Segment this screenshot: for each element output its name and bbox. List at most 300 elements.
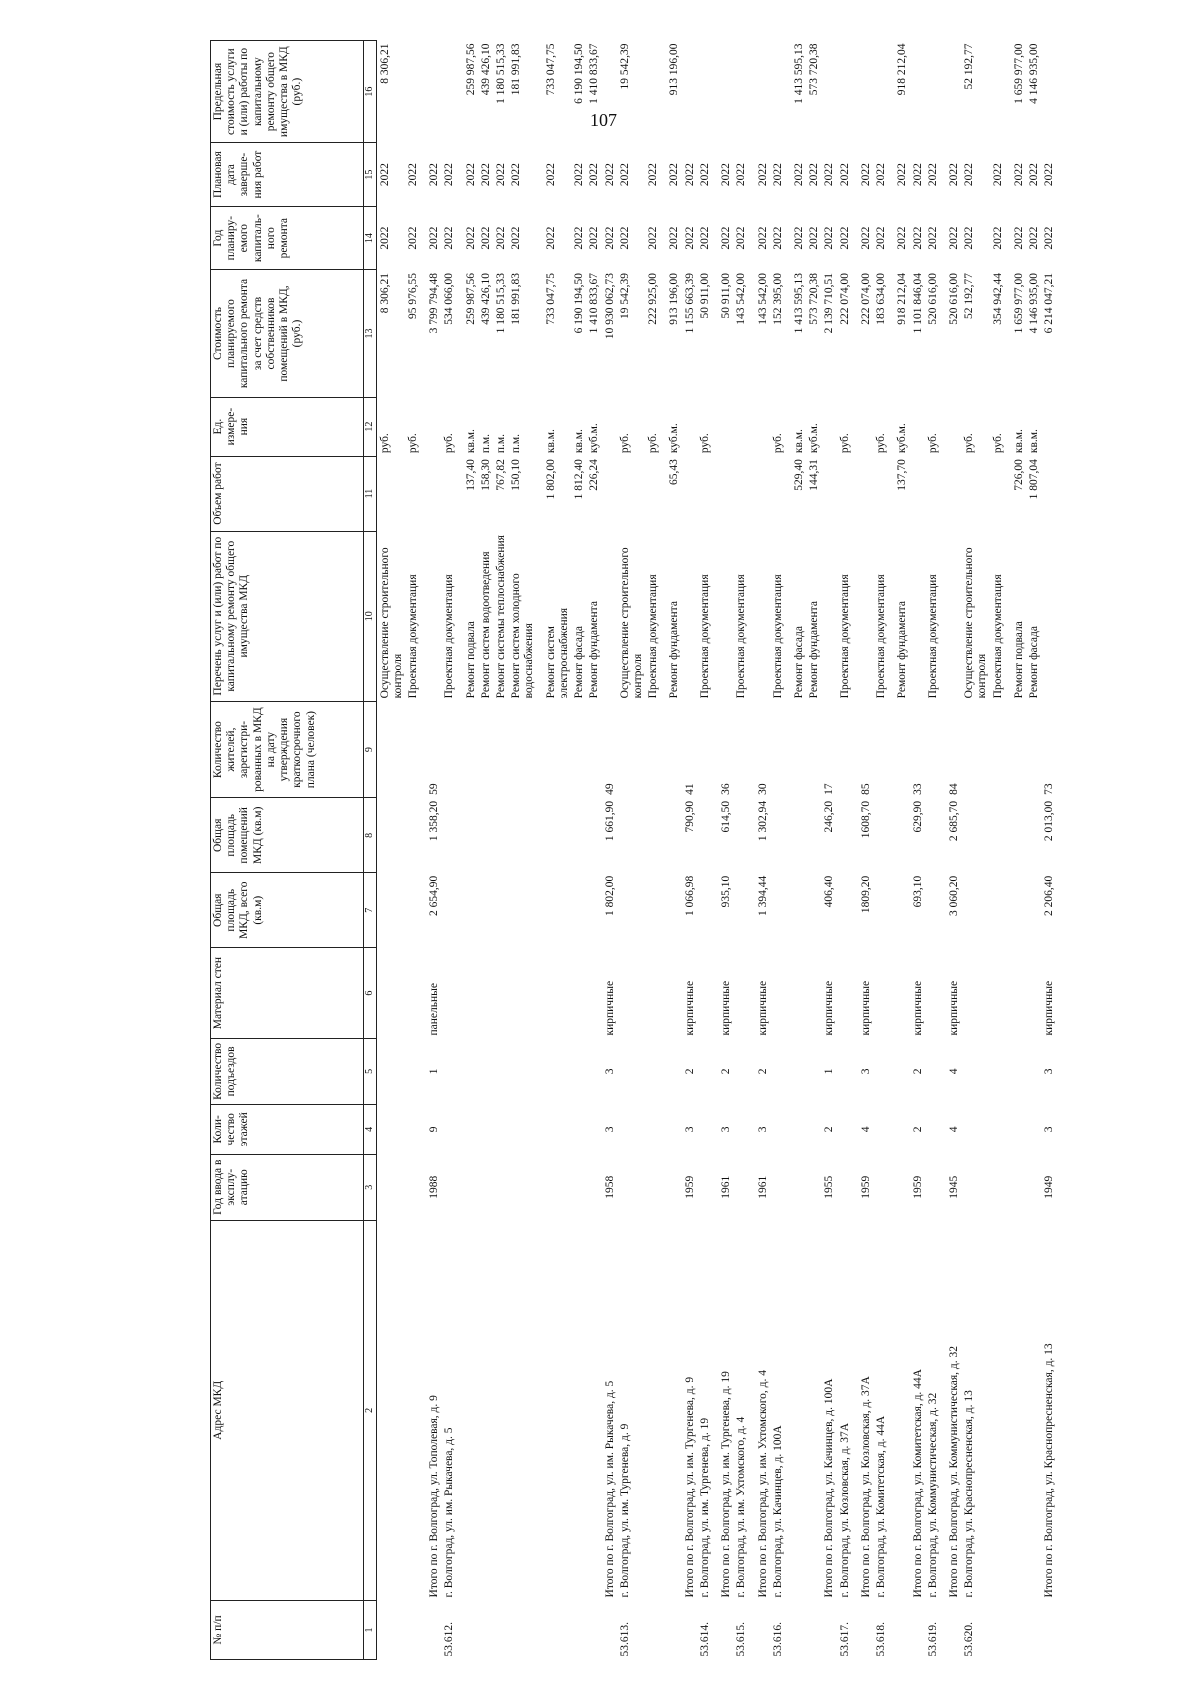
cell-col-4: 2 [823,1126,836,1133]
cell-col-14: 2022 [926,226,939,250]
cell-col-16 [911,41,926,143]
cell-col-1 [646,1600,661,1659]
cell-col-5 [572,1039,587,1105]
cell-col-5 [926,1039,941,1105]
cell-col-14: 2022 [1012,226,1025,250]
cell-col-15: 2022 [464,163,477,187]
cell-col-1 [719,1600,734,1659]
cell-col-14: 2022 [991,226,1004,250]
cell-col-10 [1042,531,1057,701]
table-row [479,41,494,1660]
cell-col-16: 6 190 194,50 [573,43,586,104]
cell-col-13: 6 190 194,50 [573,272,586,334]
cell-col-14: 2022 [859,226,872,250]
cell-col-3: 1949 [1043,1175,1056,1199]
cell-col-8: 790,90 [683,800,696,833]
cell-col-8: 246,20 [823,800,836,833]
column-number: 16 [364,41,377,143]
cell-col-15: 2022 [808,163,821,187]
cell-col-10: Проектная документация [735,574,748,699]
cell-col-1: 53.618. [875,1622,888,1657]
cell-col-6 [618,948,646,1039]
cell-col-12: руб. [771,433,784,454]
cell-col-2 [494,1220,509,1600]
cell-col-10 [719,531,734,701]
cell-col-6: кирпичные [823,980,836,1036]
cell-col-6 [406,948,421,1039]
cell-col-11: 726,00 [1012,459,1025,491]
column-number: 8 [364,798,377,873]
cell-col-3: 1959 [859,1175,872,1199]
cell-col-14: 2022 [443,226,456,250]
cell-col-12: кв.м. [464,429,477,454]
cell-col-12 [683,397,698,456]
cell-col-7 [895,873,910,948]
cell-col-1: 53.617. [838,1622,851,1657]
column-header: Общая площадь МКД, всего (кв.м) [211,873,364,948]
cell-col-12: п.м. [479,433,492,454]
cell-col-1 [509,1600,537,1659]
cell-col-8: 1 358,20 [428,800,441,842]
cell-col-15: 2022 [668,163,681,187]
cell-col-12 [911,397,926,456]
cell-col-8 [442,798,457,873]
cell-col-12 [947,397,962,456]
cell-col-2 [406,1220,421,1600]
cell-col-3 [1012,1154,1027,1220]
cell-col-13: 10 930 062,73 [603,272,616,340]
cell-col-3 [698,1154,713,1220]
cell-col-11 [771,456,786,531]
cell-col-4 [509,1104,537,1154]
cell-col-11 [618,456,646,531]
cell-col-8 [509,798,537,873]
cell-col-1 [1027,1600,1042,1659]
cell-col-16 [719,41,734,143]
cell-col-2: г. Волгоград, ул. им. Рыкачева, д. 5 [443,1427,456,1598]
cell-col-15: 2022 [1012,163,1025,187]
cell-col-10: Ремонт систем холодного водоснабжения [510,573,536,699]
cell-col-3 [646,1154,661,1220]
cell-col-13: 143 542,00 [735,272,748,325]
cell-col-11: 1 802,00 [544,459,557,500]
cell-col-9: 41 [683,783,696,795]
cell-col-8 [618,798,646,873]
cell-col-10 [427,531,442,701]
cell-col-10: Проектная документация [698,574,711,699]
cell-col-11 [991,456,1006,531]
cell-col-13: 1 659 977,00 [1012,272,1025,334]
cell-col-6: кирпичные [683,980,696,1036]
cell-col-4 [792,1104,807,1154]
cell-col-5 [479,1039,494,1105]
cell-col-7: 2 206,40 [1043,875,1056,917]
cell-col-11: 158,30 [479,459,492,491]
cell-col-7: 406,40 [823,875,836,908]
cell-col-11: 144,31 [808,459,821,491]
cell-col-16 [771,41,786,143]
cell-col-8 [406,798,421,873]
cell-col-8: 2 013,00 [1043,800,1056,842]
cell-col-2 [895,1220,910,1600]
cell-col-12 [427,397,442,456]
cell-col-11 [822,456,837,531]
cell-col-9: 73 [1043,783,1056,795]
cell-col-15: 2022 [947,163,960,187]
table-row [464,41,479,1660]
cell-col-8: 1 661,90 [603,800,616,842]
cell-col-9 [991,701,1006,798]
cell-col-2 [376,1220,406,1600]
cell-col-16: 918 212,04 [896,43,909,96]
table-row [544,41,572,1660]
cell-col-16: 8 306,21 [378,43,391,84]
cell-col-2 [1012,1220,1027,1600]
cell-col-2: Итого по г. Волгоград, ул. им. Тургенева, д. 19 [720,1371,733,1598]
cell-col-14: 2022 [875,226,888,250]
cell-col-10: Ремонт фундамента [588,601,601,699]
cell-col-3: 1959 [911,1175,924,1199]
cell-col-2: Итого по г. Волгоград, ул. Краснопресненская, д. 13 [1043,1343,1056,1598]
cell-col-12 [822,397,837,456]
cell-col-5 [874,1039,889,1105]
cell-col-1 [991,1600,1006,1659]
table-row [509,41,537,1660]
cell-col-4 [895,1104,910,1154]
cell-col-4 [874,1104,889,1154]
cell-col-10 [947,531,962,701]
cell-col-5 [544,1039,572,1105]
cell-col-14: 2022 [911,226,924,250]
cell-col-3 [544,1154,572,1220]
cell-col-8: 614,50 [720,800,733,833]
total-row [719,41,734,1660]
cell-col-16 [874,41,889,143]
table-row [572,41,587,1660]
cell-col-14: 2022 [495,226,508,250]
column-header: Предельная стоимость услуги и (или) работы по капитальному ремонту общего имущества в МКД (руб.) [211,41,364,143]
cell-col-3 [464,1154,479,1220]
cell-col-6: кирпичные [720,980,733,1036]
cell-col-4 [667,1104,682,1154]
cell-col-14: 2022 [698,226,711,250]
cell-col-1 [406,1600,421,1659]
column-header: Адрес МКД [211,1220,364,1600]
table-row [962,41,990,1660]
cell-col-13: 1 155 663,39 [683,272,696,334]
cell-col-15: 2022 [735,163,748,187]
cell-col-1 [683,1600,698,1659]
cell-col-5 [667,1039,682,1105]
cell-col-2 [1027,1220,1042,1600]
cell-col-4 [734,1104,749,1154]
cell-col-5 [509,1039,537,1105]
cell-col-11: 137,40 [464,459,477,491]
cell-col-15: 2022 [1028,163,1041,187]
cell-col-11 [683,456,698,531]
cell-col-4: 3 [1043,1126,1056,1133]
cell-col-16 [442,41,457,143]
cell-col-6: кирпичные [859,980,872,1036]
cell-col-14: 2022 [573,226,586,250]
cell-col-7 [962,873,990,948]
cell-col-1 [572,1600,587,1659]
cell-col-9: 59 [428,783,441,795]
cell-col-7 [838,873,853,948]
cell-col-16: 733 047,75 [544,43,557,96]
cell-col-15: 2022 [991,163,1004,187]
cell-col-13: 95 976,55 [406,272,419,319]
cell-col-1: 53.616. [771,1622,784,1657]
cell-col-3 [962,1154,990,1220]
cell-col-11 [646,456,661,531]
cell-col-4: 4 [859,1126,872,1133]
cell-col-12: кв.м. [544,429,557,454]
cell-col-12: куб.м. [588,423,601,454]
cell-col-8 [479,798,494,873]
cell-col-10 [911,531,926,701]
column-number-row [364,41,377,1660]
cell-col-14: 2022 [720,226,733,250]
cell-col-14: 2022 [510,226,523,250]
cell-col-15: 2022 [926,163,939,187]
cell-col-9: 49 [603,783,616,795]
cell-col-13: 181 991,83 [510,272,523,325]
cell-col-2 [792,1220,807,1600]
cell-col-5 [406,1039,421,1105]
cell-col-8: 1 302,94 [756,800,769,842]
cell-col-8 [807,798,822,873]
cell-col-12 [603,397,618,456]
cell-col-12: куб.м. [896,423,909,454]
cell-col-15: 2022 [573,163,586,187]
cell-col-12: кв.м. [1028,429,1041,454]
cell-col-13: 4 146 935,00 [1028,272,1041,334]
cell-col-2: г. Волгоград, ул. Комитетская, д. 44А [875,1415,888,1598]
cell-col-13: 573 720,38 [808,272,821,325]
cell-col-6 [807,948,822,1039]
cell-col-16 [947,41,962,143]
cell-col-6 [792,948,807,1039]
cell-col-11: 226,24 [588,459,601,491]
cell-col-6 [895,948,910,1039]
cell-col-8 [464,798,479,873]
cell-col-7: 693,10 [911,875,924,908]
cell-col-4 [646,1104,661,1154]
cell-col-1: 53.620. [963,1622,976,1657]
page-number: 107 [590,110,617,130]
cell-col-6: панельные [428,983,441,1036]
cell-col-5: 3 [603,1068,616,1075]
cell-col-4: 2 [911,1126,924,1133]
table-row [838,41,853,1660]
cell-col-14: 2022 [1028,226,1041,250]
cell-col-3 [618,1154,646,1220]
cell-col-2 [991,1220,1006,1600]
cell-col-14: 2022 [1043,226,1056,250]
cell-col-5 [838,1039,853,1105]
table-row [1012,41,1027,1660]
cell-col-11: 1 812,40 [573,459,586,500]
cell-col-6 [464,948,479,1039]
cell-col-7 [406,873,421,948]
cell-col-11 [911,456,926,531]
cell-col-1 [464,1600,479,1659]
cell-col-6 [572,948,587,1039]
column-header: Ед. измере-ния [211,397,364,456]
column-number: 12 [364,397,377,456]
cell-col-4 [479,1104,494,1154]
cell-col-4: 3 [756,1126,769,1133]
column-number: 10 [364,531,377,701]
cell-col-5 [698,1039,713,1105]
cell-col-1 [479,1600,494,1659]
cell-col-6 [479,948,494,1039]
column-header: Плановая дата заверше-ния работ [211,143,364,207]
cell-col-16: 573 720,38 [808,43,821,96]
table-row [807,41,822,1660]
cell-col-11 [838,456,853,531]
cell-col-14: 2022 [808,226,821,250]
cell-col-16 [427,41,442,143]
table-row [587,41,602,1660]
cell-col-8 [926,798,941,873]
cell-col-8 [734,798,749,873]
cell-col-9 [807,701,822,798]
cell-col-11 [756,456,771,531]
cell-col-8 [1027,798,1042,873]
cell-col-14: 2022 [963,226,976,250]
cell-col-1 [427,1600,442,1659]
cell-col-5 [376,1039,406,1105]
cell-col-12: руб. [875,433,888,454]
table-row [771,41,786,1660]
cell-col-2 [807,1220,822,1600]
cell-col-1 [544,1600,572,1659]
cell-col-6 [442,948,457,1039]
cell-col-14: 2022 [406,226,419,250]
cell-col-5 [618,1039,646,1105]
cell-col-14: 2022 [668,226,681,250]
cell-col-12: кв.м. [573,429,586,454]
cell-col-3 [807,1154,822,1220]
cell-col-4 [771,1104,786,1154]
cell-col-15: 2022 [378,163,391,187]
cell-col-1: 53.615. [735,1622,748,1657]
cell-col-12: руб. [618,433,631,454]
column-number: 6 [364,948,377,1039]
cell-col-11: 150,10 [510,459,523,491]
total-row [822,41,837,1660]
cell-col-9 [572,701,587,798]
cell-col-5: 3 [1043,1068,1056,1075]
cell-col-3 [376,1154,406,1220]
table-row [1027,41,1042,1660]
cell-col-16 [859,41,874,143]
capital-repair-table [210,40,1057,1660]
column-number: 7 [364,873,377,948]
cell-col-12: кв.м. [1012,429,1025,454]
cell-col-16 [734,41,749,143]
cell-col-7 [646,873,661,948]
cell-col-5 [771,1039,786,1105]
cell-col-1 [859,1600,874,1659]
cell-col-5: 2 [911,1068,924,1075]
cell-col-11 [962,456,990,531]
cell-col-3: 1945 [947,1175,960,1199]
header-row [211,41,364,1660]
cell-col-2 [667,1220,682,1600]
cell-col-4 [962,1104,990,1154]
table-row [991,41,1006,1660]
cell-col-7 [479,873,494,948]
cell-col-4 [698,1104,713,1154]
cell-col-14: 2022 [771,226,784,250]
cell-col-11 [427,456,442,531]
cell-col-7 [667,873,682,948]
cell-col-13: 259 987,56 [464,272,477,325]
cell-col-4 [442,1104,457,1154]
cell-col-14: 2022 [756,226,769,250]
cell-col-6 [544,948,572,1039]
cell-col-8: 2 685,70 [947,800,960,842]
cell-col-3 [1027,1154,1042,1220]
cell-col-10 [683,531,698,701]
cell-col-9 [442,701,457,798]
cell-col-3 [406,1154,421,1220]
cell-col-10: Осуществление строительного контроля [963,547,989,699]
cell-col-11 [603,456,618,531]
cell-col-15: 2022 [720,163,733,187]
cell-col-12: п.м. [495,433,508,454]
cell-col-15: 2022 [479,163,492,187]
cell-col-6 [587,948,602,1039]
column-header: Коли-чество этажей [211,1104,364,1154]
cell-col-2 [544,1220,572,1600]
cell-col-1 [1012,1600,1027,1659]
cell-col-9 [926,701,941,798]
cell-col-16: 4 146 935,00 [1028,43,1041,104]
table-row [874,41,889,1660]
cell-col-10: Осуществление строительного контроля [618,547,644,699]
table-body [376,41,1057,1660]
cell-col-9 [464,701,479,798]
cell-col-12: руб. [963,433,976,454]
cell-col-13: 1 413 595,13 [792,272,805,334]
cell-col-7 [1027,873,1042,948]
cell-col-10 [859,531,874,701]
cell-col-3 [792,1154,807,1220]
cell-col-16: 1 413 595,13 [792,43,805,104]
column-number: 9 [364,701,377,798]
cell-col-15: 2022 [698,163,711,187]
cell-col-6 [991,948,1006,1039]
cell-col-16: 19 542,39 [618,43,631,90]
cell-col-3 [895,1154,910,1220]
cell-col-9 [1027,701,1042,798]
column-header: Общая площадь помещений МКД (кв.м) [211,798,364,873]
cell-col-10: Ремонт фундамента [896,601,909,699]
cell-col-13: 8 306,21 [378,272,391,314]
column-header: Стоимость планируемого капитального ремонта за счет средств собственников помещений в МКД, (руб.) [211,270,364,397]
cell-col-5 [991,1039,1006,1105]
cell-col-10: Ремонт фасада [1028,626,1041,699]
cell-col-13: 1 410 833,67 [588,272,601,334]
cell-col-13: 50 911,00 [698,272,711,319]
cell-col-8 [771,798,786,873]
cell-col-6 [926,948,941,1039]
cell-col-2: Итого по г. Волгоград, ул. Коммунистическая, д. 32 [947,1345,960,1598]
